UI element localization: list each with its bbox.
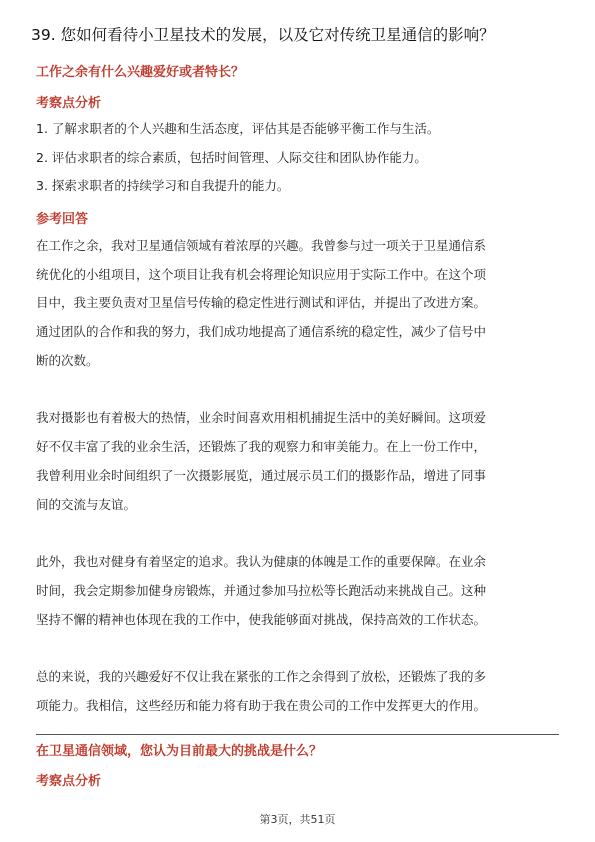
- interview-question-heading: 工作之余有什么兴趣爱好或者特长？: [36, 65, 245, 80]
- analysis-point: 2. 评估求职者的综合素质，包括时间管理、人际交往和团队协作能力。: [36, 150, 427, 165]
- answer-line: 此外，我也对健身有着坚定的追求。我认为健康的体魄是工作的重要保障。在业余: [36, 554, 487, 569]
- question-title: 39. 您如何看待小卫星技术的发展，以及它对传统卫星通信的影响？: [31, 26, 495, 44]
- answer-line: 通过团队的合作和我的努力，我们成功地提高了通信系统的稳定性，减少了信号中: [36, 324, 487, 339]
- answer-line: 间的交流与友谊。: [36, 497, 137, 512]
- answer-line: 我对摄影也有着极大的热情，业余时间喜欢用相机捕捉生活中的美好瞬间。这项爱: [36, 410, 487, 425]
- answer-line: 坚持不懈的精神也体现在我的工作中，使我能够面对挑战，保持高效的工作状态。: [36, 612, 487, 627]
- answer-line: 好不仅丰富了我的业余生活，还锻炼了我的观察力和审美能力。在上一份工作中，: [36, 439, 487, 454]
- answer-line: 时间，我会定期参加健身房锻炼，并通过参加马拉松等长跑活动来挑战自己。这种: [36, 583, 487, 598]
- answer-heading: 参考回答: [36, 212, 89, 227]
- section-divider: [36, 734, 559, 735]
- analysis-point: 1. 了解求职者的个人兴趣和生活态度，评估其是否能够平衡工作与生活。: [36, 121, 440, 136]
- page-number: 第3页，共51页: [259, 813, 336, 826]
- interview-question-heading: 在卫星通信领域，您认为目前最大的挑战是什么？: [36, 744, 323, 759]
- answer-line: 在工作之余，我对卫星通信领域有着浓厚的兴趣。我曾参与过一项关于卫星通信系: [36, 238, 487, 253]
- answer-line: 断的次数。: [36, 353, 99, 368]
- analysis-point: 3. 探索求职者的持续学习和自我提升的能力。: [36, 178, 290, 193]
- answer-line: 目中，我主要负责对卫星信号传输的稳定性进行测试和评估，并提出了改进方案。: [36, 295, 487, 310]
- answer-line: 项能力。我相信，这些经历和能力将有助于我在贵公司的工作中发挥更大的作用。: [36, 698, 487, 713]
- answer-line: 我曾利用业余时间组织了一次摄影展览，通过展示员工们的摄影作品，增进了同事: [36, 468, 487, 483]
- answer-line: 总的来说，我的兴趣爱好不仅让我在紧张的工作之余得到了放松，还锻炼了我的多: [36, 669, 487, 684]
- answer-line: 统优化的小组项目，这个项目让我有机会将理论知识应用于实际工作中。在这个项: [36, 267, 487, 282]
- analysis-heading: 考察点分析: [36, 774, 102, 789]
- analysis-heading: 考察点分析: [36, 96, 102, 111]
